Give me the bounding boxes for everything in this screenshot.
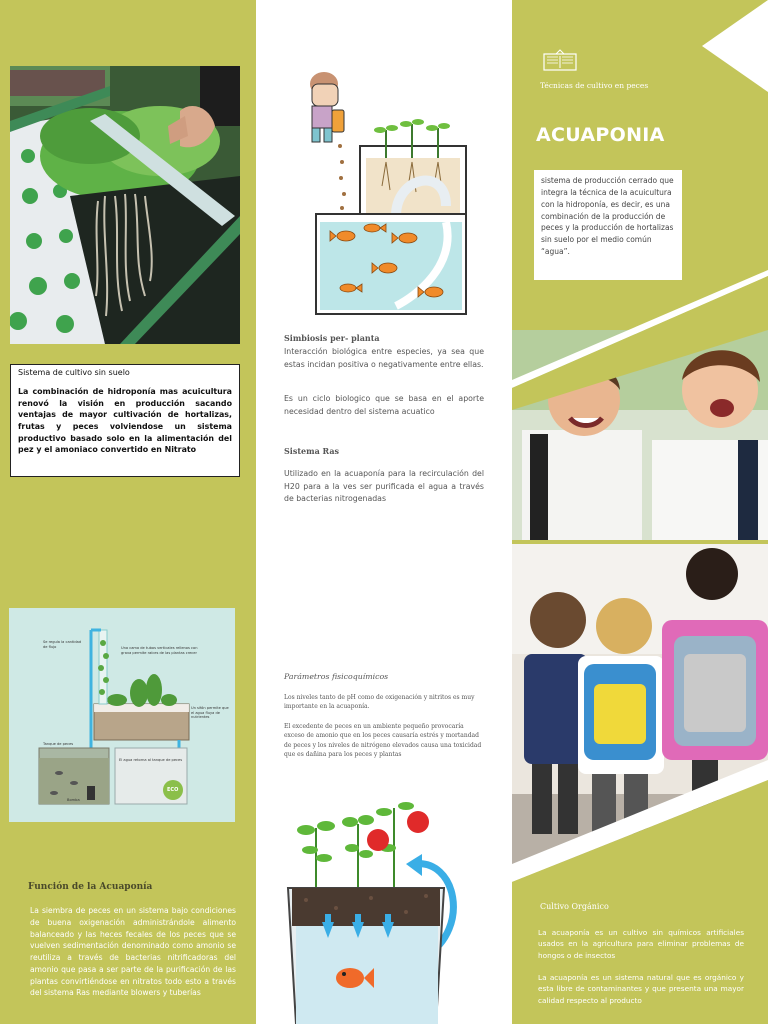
diagram-label-return: El agua retorna al tanque de peces bbox=[119, 758, 183, 762]
symbiosis-title: Simbiosis per- planta bbox=[284, 333, 380, 343]
left-panel bbox=[0, 0, 256, 1024]
eco-logo: ECO bbox=[167, 787, 179, 793]
info-box-body: La combinación de hidroponía mas acuicultura renovó la visión en producción sacando ventajas de mayor cultivación de hortalizas, frutas y peces volviendose un sistema productivo basado solo en la alimentación del pez y el amoniaco convertido en Nitrato bbox=[18, 387, 232, 455]
diagram-label-siphon: Un sifón permite que el agua fluya de nutrientes bbox=[191, 706, 229, 720]
info-box-title: Sistema de cultivo sin suelo bbox=[18, 368, 130, 377]
diagram-label-flow: Se regula la cantidad de flujo bbox=[43, 640, 82, 649]
parameters-title: Parámetros fisicoquímicos bbox=[284, 672, 389, 681]
aquaponics-pot-illustration bbox=[276, 788, 476, 1024]
symbiosis-paragraph-1: Interacción biológica entre especies, ya sea que estas incidan positiva o negativamente entre ellas. bbox=[284, 347, 484, 369]
description-text: sistema de producción cerrado que integra la técnica de la acuicultura con la hidroponía, es decir, es una combinación de la producción de peces y la producción de hortalizas sin suelo por el medio común “agua”. bbox=[541, 176, 674, 257]
brochure-title: ACUAPONIA bbox=[536, 124, 665, 146]
diagram-label-pump: Bomba bbox=[67, 798, 80, 802]
aquaponics-diagram bbox=[9, 608, 235, 822]
bottom-diagonal-band bbox=[512, 760, 768, 890]
middle-panel bbox=[256, 0, 512, 1024]
function-body: La siembra de peces en un sistema bajo condiciones de buena oxigenación administrándole alimento balanceado y las heces fecales de los peces que se vuelven sedimentación denominado como amonio se reutiliza a través de bacterias nitrificadoras del amonio que pasa a ser parte de la purificación de las plantas convirtiéndose en nitratos todo esto a través del sistema Ras mediante blowers y tuberías bbox=[30, 906, 236, 998]
organic-title: Cultivo Orgánico bbox=[540, 902, 609, 911]
top-diagonal-band bbox=[512, 270, 768, 410]
diagram-label-fish-tank: Tanque de peces bbox=[43, 742, 74, 746]
function-title: Función de la Acuaponía bbox=[28, 882, 153, 892]
brochure-subtitle: Técnicas de cultivo en peces bbox=[540, 81, 649, 90]
aquaponics-tank-illustration bbox=[296, 66, 476, 326]
organic-paragraph-1: La acuaponía es un cultivo sin químicos artificiales usados en la agricultura para eliminar problemas de hongos o de insectos bbox=[538, 928, 744, 960]
soilless-info-box bbox=[10, 364, 240, 477]
ras-title: Sistema Ras bbox=[284, 446, 340, 456]
book-icon bbox=[540, 48, 580, 74]
ras-body: Utilizado en la acuaponía para la recirculación del H20 para a la ves ser purificada el agua a través de bacterias nitrogenadas bbox=[284, 469, 484, 504]
right-panel bbox=[512, 0, 768, 1024]
corner-decoration bbox=[702, 0, 768, 92]
parameters-paragraph-1: Los niveles tanto de pH como de oxigenación y nitritos es muy importante en la acuaponía. bbox=[284, 694, 475, 711]
hydroponics-photo bbox=[10, 66, 240, 344]
diagram-label-tubes: Una cama de tubos verticales rellenos con grava permite raíces de las plantas crecer bbox=[121, 646, 198, 655]
symbiosis-paragraph-2: Es un ciclo biologico que se basa en el aporte necesidad dentro del sistema acuatico bbox=[284, 394, 484, 416]
description-box bbox=[534, 170, 682, 280]
parameters-paragraph-2: El excedente de peces en un ambiente pequeño provocaría exceso de amonio que en los peces causaría estrés y mortandad de peces y los niveles de nitrógeno elevados causa una toxicidad que es dañina para los peces y plantas bbox=[284, 723, 482, 758]
organic-paragraph-2: La acuaponía es un sistema natural que es orgánico y esta libre de contaminantes y que presenta una mayor calidad respecto al producto bbox=[538, 973, 744, 1005]
